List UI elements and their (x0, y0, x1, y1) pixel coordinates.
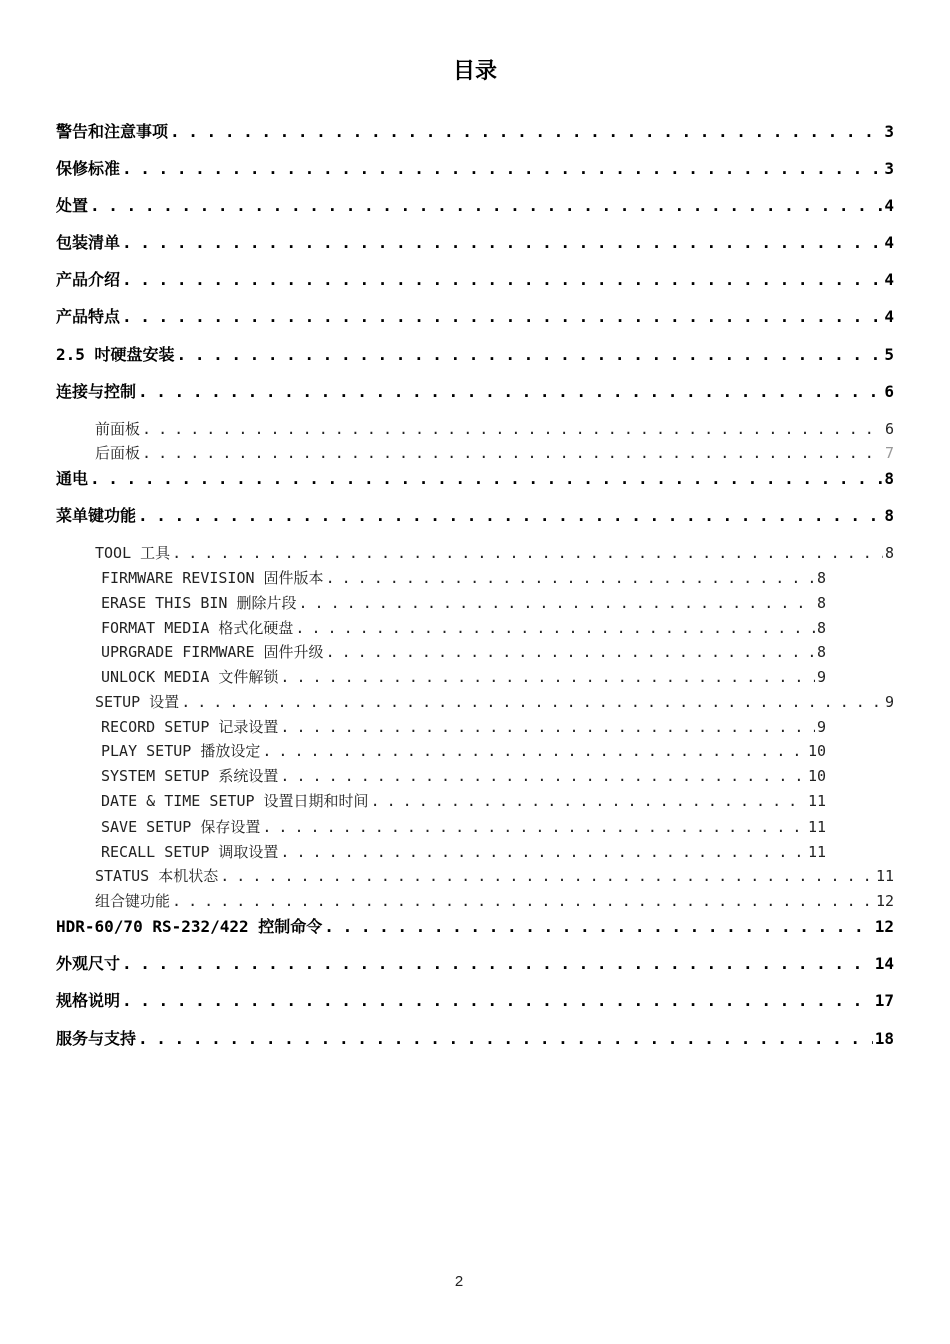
toc-entry-system-setup[interactable] (101, 764, 826, 788)
toc-entry-label: STATUS 本机状态 (95, 867, 219, 885)
toc-entry-page: 9 (816, 718, 826, 736)
toc-entry-page: 4 (884, 307, 894, 326)
dot-leader (324, 914, 872, 940)
toc-entry-connection-control[interactable] (56, 379, 894, 405)
toc-entry-service-support[interactable] (56, 1026, 894, 1052)
dot-leader (138, 503, 882, 529)
dot-leader (138, 1026, 873, 1052)
dot-leader (295, 616, 815, 640)
toc-entry-label: 组合键功能 (95, 892, 171, 910)
dot-leader (220, 864, 874, 888)
dot-leader (280, 764, 806, 788)
toc-entry-format-media[interactable] (101, 616, 826, 640)
dot-leader (122, 951, 873, 977)
toc-entry-record-setup[interactable] (101, 715, 826, 739)
toc-entry-page: 17 (874, 991, 894, 1010)
toc-entry-product-features[interactable] (56, 304, 894, 330)
dot-leader (280, 715, 815, 739)
toc-entry-label: UNLOCK MEDIA 文件解锁 (101, 668, 279, 686)
toc-entry-label: FIRMWARE REVISION 固件版本 (101, 569, 324, 587)
toc-entry-page: 9 (816, 668, 826, 686)
toc-entry-recall-setup[interactable] (101, 840, 826, 864)
dot-leader (326, 640, 815, 664)
toc-entry-label: 处置 (56, 196, 89, 215)
dot-leader (280, 665, 815, 689)
toc-entry-label: 服务与支持 (56, 1029, 137, 1048)
toc-entry-page: 18 (874, 1029, 894, 1048)
toc-entry-product-intro[interactable] (56, 267, 894, 293)
toc-entry-key-combos[interactable] (95, 889, 894, 913)
dot-leader (326, 566, 815, 590)
toc-entry-page: 12 (875, 892, 894, 910)
dot-leader (170, 119, 882, 145)
toc-entry-page: 8 (884, 469, 894, 488)
toc-entry-page: 8 (884, 544, 894, 562)
toc-entry-packing-list[interactable] (56, 230, 894, 256)
toc-entry-page: 3 (884, 159, 894, 178)
toc-entry-rear-panel[interactable] (95, 441, 894, 465)
dot-leader (90, 466, 882, 492)
toc-entry-label: DATE & TIME SETUP 设置日期和时间 (101, 792, 369, 810)
toc-entry-page: 11 (807, 843, 826, 861)
toc-entry-label: 菜单键功能 (56, 506, 137, 525)
toc-entry-dimensions[interactable] (56, 951, 894, 977)
dot-leader (172, 889, 874, 913)
toc-entry-label: HDR-60/70 RS-232/422 控制命令 (56, 917, 323, 936)
dot-leader (262, 815, 806, 839)
dot-leader (122, 230, 882, 256)
toc-entry-date-time-setup[interactable] (101, 789, 826, 813)
toc-entry-erase-bin[interactable] (101, 591, 826, 615)
toc-entry-label: 通电 (56, 469, 89, 488)
toc-entry-save-setup[interactable] (101, 815, 826, 839)
toc-entry-hdd-install[interactable] (56, 342, 894, 368)
toc-entry-label: 2.5 吋硬盘安装 (56, 345, 175, 364)
toc-entry-page: 8 (816, 643, 826, 661)
toc-entry-label: SETUP 设置 (95, 693, 180, 711)
toc-entry-play-setup[interactable] (101, 739, 826, 763)
toc-entry-page: 11 (807, 818, 826, 836)
toc-entry-disposal[interactable] (56, 193, 894, 219)
toc-entry-page: 4 (884, 196, 894, 215)
toc-entry-label: 外观尺寸 (56, 954, 121, 973)
dot-leader (142, 417, 883, 441)
toc-entry-power-on[interactable] (56, 466, 894, 492)
page-title: 目录 (452, 59, 497, 84)
toc-entry-label: UPRGRADE FIRMWARE 固件升级 (101, 643, 324, 661)
dot-leader (122, 156, 882, 182)
toc-entry-page: 7 (884, 444, 894, 462)
toc-entry-label: 产品介绍 (56, 270, 121, 289)
toc-entry-page: 3 (884, 122, 894, 141)
dot-leader (90, 193, 882, 219)
dot-leader (181, 690, 883, 714)
dot-leader (122, 304, 882, 330)
toc-entry-label: RECALL SETUP 调取设置 (101, 843, 279, 861)
toc-entry-page: 12 (874, 917, 894, 936)
toc-entry-label: 警告和注意事项 (56, 122, 169, 141)
toc-entry-warranty[interactable] (56, 156, 894, 182)
toc-entry-page: 9 (884, 693, 894, 711)
toc-entry-page: 14 (874, 954, 894, 973)
toc-entry-label: 包装清单 (56, 233, 121, 252)
toc-entry-rs232-commands[interactable] (56, 914, 894, 940)
toc-entry-label: FORMAT MEDIA 格式化硬盘 (101, 619, 294, 637)
toc-entry-menu-keys[interactable] (56, 503, 894, 529)
toc-entry-label: 后面板 (95, 444, 141, 462)
dot-leader (122, 267, 882, 293)
dot-leader (122, 988, 873, 1014)
toc-entry-page: 11 (807, 792, 826, 810)
toc-entry-specifications[interactable] (56, 988, 894, 1014)
toc-entry-label: 规格说明 (56, 991, 121, 1010)
dot-leader (371, 789, 806, 813)
toc-entry-label: 保修标准 (56, 159, 121, 178)
toc-entry-page: 4 (884, 233, 894, 252)
toc-entry-label: TOOL 工具 (95, 544, 171, 562)
dot-leader (262, 739, 806, 763)
toc-entry-label: SYSTEM SETUP 系统设置 (101, 767, 279, 785)
toc-entry-front-panel[interactable] (95, 417, 894, 441)
toc-entry-label: PLAY SETUP 播放设定 (101, 742, 261, 760)
page-number: 2 (454, 1273, 464, 1290)
toc-entry-page: 10 (807, 742, 826, 760)
toc-entry-label: RECORD SETUP 记录设置 (101, 718, 279, 736)
toc-entry-tool[interactable] (95, 541, 894, 565)
toc-entry-firmware-revision[interactable] (101, 566, 826, 590)
toc-entry-page: 11 (875, 867, 894, 885)
dot-leader (280, 840, 806, 864)
toc-entry-page: 8 (884, 506, 894, 525)
toc-entry-upgrade-firmware[interactable] (101, 640, 826, 664)
toc-entry-label: 连接与控制 (56, 382, 137, 401)
dot-leader (172, 541, 883, 565)
toc-entry-label: 产品特点 (56, 307, 121, 326)
toc-entry-label: 前面板 (95, 420, 141, 438)
toc-entry-page: 8 (816, 619, 826, 637)
toc-entry-page: 10 (807, 767, 826, 785)
dot-leader (138, 379, 882, 405)
toc-entry-unlock-media[interactable] (101, 665, 826, 689)
toc-entry-warnings[interactable] (56, 119, 894, 145)
toc-entry-page: 8 (816, 569, 826, 587)
toc-entry-page: 4 (884, 270, 894, 289)
toc-entry-page: 8 (816, 594, 826, 612)
toc-entry-label: ERASE THIS BIN 删除片段 (101, 594, 297, 612)
toc-entry-page: 5 (884, 345, 894, 364)
toc-entry-page: 6 (884, 420, 894, 438)
dot-leader (298, 591, 815, 615)
dot-leader (142, 441, 883, 465)
toc-entry-setup[interactable] (95, 690, 894, 714)
toc-entry-status[interactable] (95, 864, 894, 888)
toc-entry-page: 6 (884, 382, 894, 401)
toc-entry-label: SAVE SETUP 保存设置 (101, 818, 261, 836)
dot-leader (177, 342, 883, 368)
